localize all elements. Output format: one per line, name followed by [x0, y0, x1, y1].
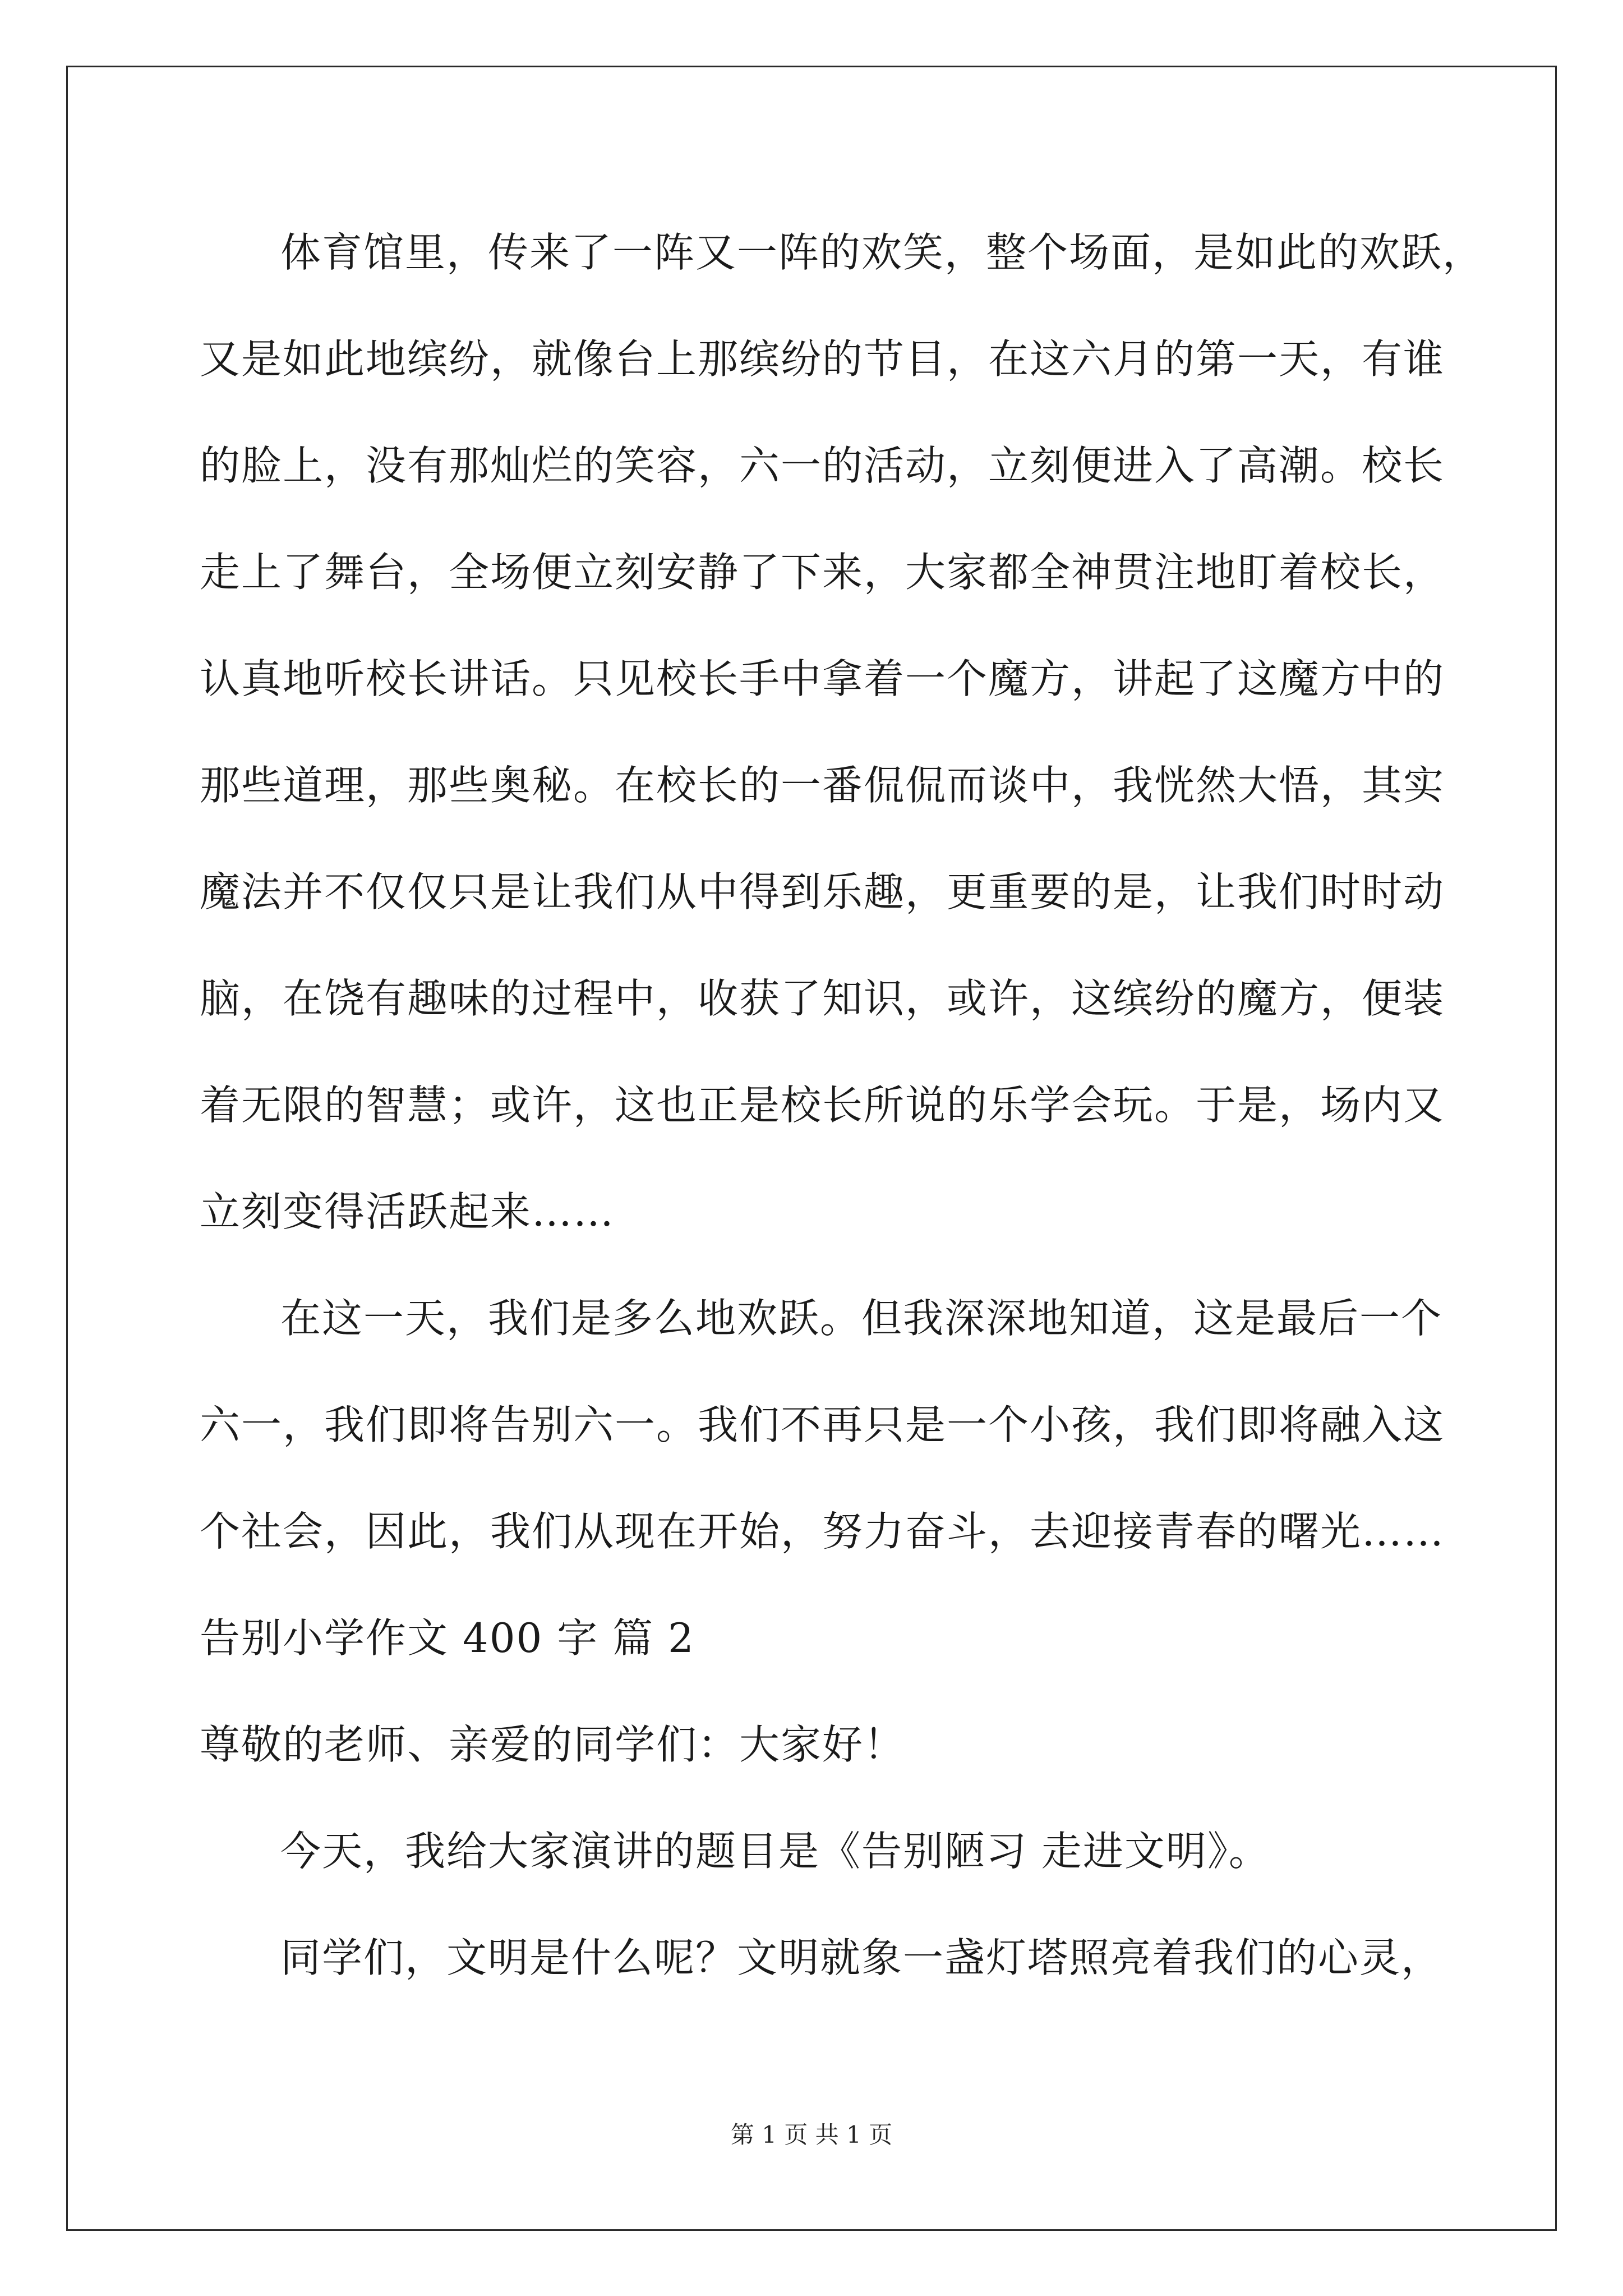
paragraph-1-line-3: 的脸上，没有那灿烂的笑容，六一的活动，立刻便进入了高潮。校长 [200, 442, 1445, 489]
paragraph-1-line-6: 那些道理，那些奥秘。在校长的一番侃侃而谈中，我恍然大悟，其实 [200, 762, 1445, 809]
paragraph-1-line-7: 魔法并不仅仅只是让我们从中得到乐趣，更重要的是，让我们时时动 [200, 868, 1445, 915]
section-heading: 告别小学作文 400 字 篇 2 [200, 1614, 695, 1662]
paragraph-1-line-1: 体育馆里，传来了一阵又一阵的欢笑，整个场面，是如此的欢跃， [280, 229, 1484, 276]
page-footer: 第 1 页 共 1 页 [730, 2121, 893, 2148]
speech-title-line: 今天，我给大家演讲的题目是《告别陋习 走进文明》。 [280, 1828, 1270, 1875]
paragraph-1-line-10: 立刻变得活跃起来…… [200, 1188, 615, 1235]
paragraph-2-line-1: 在这一天，我们是多么地欢跃。但我深深地知道，这是最后一个 [280, 1295, 1443, 1342]
paragraph-3-line-1: 同学们，文明是什么呢？文明就象一盏灯塔照亮着我们的心灵， [280, 1934, 1443, 1981]
paragraph-1-line-9: 着无限的智慧；或许，这也正是校长所说的乐学会玩。于是，场内又 [200, 1082, 1445, 1129]
paragraph-1-line-8: 脑，在饶有趣味的过程中，收获了知识，或许，这缤纷的魔方，便装 [200, 975, 1445, 1022]
paragraph-1-line-2: 又是如此地缤纷，就像台上那缤纷的节目，在这六月的第一天，有谁 [200, 335, 1445, 383]
paragraph-2-line-3: 个社会，因此，我们从现在开始，努力奋斗，去迎接青春的曙光…… [200, 1508, 1445, 1555]
salutation: 尊敬的老师、亲爱的同学们：大家好！ [200, 1721, 906, 1768]
paragraph-1-line-5: 认真地听校长讲话。只见校长手中拿着一个魔方，讲起了这魔方中的 [200, 655, 1445, 702]
paragraph-1-line-4: 走上了舞台，全场便立刻安静了下来，大家都全神贯注地盯着校长， [200, 549, 1445, 596]
paragraph-2-line-2: 六一，我们即将告别六一。我们不再只是一个小孩，我们即将融入这 [200, 1401, 1445, 1448]
page-border [66, 66, 1557, 2231]
